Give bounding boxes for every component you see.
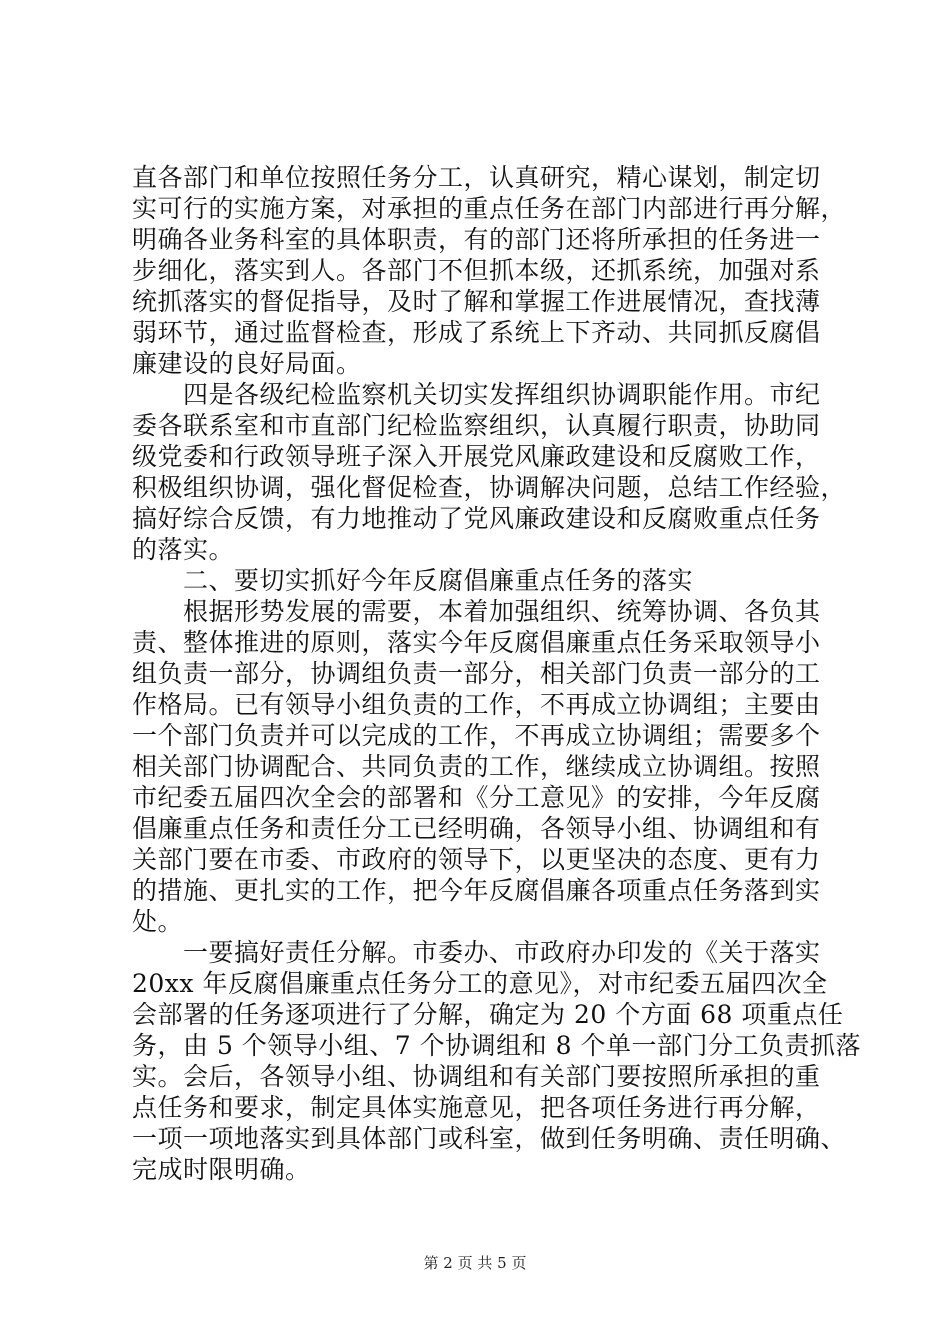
text-line: 实可行的实施方案，对承担的重点任务在部门内部进行再分解，: [132, 194, 847, 223]
text-line: 直各部门和单位按照任务分工，认真研究，精心谋划，制定切: [132, 163, 821, 192]
text-line: 统抓落实的督促指导，及时了解和掌握工作进展情况，查找薄: [132, 287, 821, 316]
text-line: 点任务和要求，制定具体实施意见，把各项任务进行再分解，: [132, 1093, 821, 1122]
text-line: 搞好综合反馈，有力地推动了党风廉政建设和反腐败重点任务: [132, 504, 821, 533]
text-line: 责、整体推进的原则，落实今年反腐倡廉重点任务采取领导小: [132, 628, 821, 657]
paragraph-start-line: 四是各级纪检监察机关切实发挥组织协调职能作用。市纪: [132, 380, 821, 409]
text-line: 组负责一部分，协调组负责一部分，相关部门负责一部分的工: [132, 659, 821, 688]
text-line: 倡廉重点任务和责任分工已经明确，各领导小组、协调组和有: [132, 814, 821, 843]
text-line: 廉建设的良好局面。: [132, 349, 362, 378]
text-line: 明确各业务科室的具体职责，有的部门还将所承担的任务进一: [132, 225, 821, 254]
text-line: 的落实。: [132, 535, 235, 564]
section-heading: 二、要切实抓好今年反腐倡廉重点任务的落实: [132, 566, 694, 595]
text-line: 务，由 5 个领导小组、7 个协调组和 8 个单一部门分工负责抓落: [132, 1031, 861, 1060]
text-line: 实。会后，各领导小组、协调组和有关部门要按照所承担的重: [132, 1062, 821, 1091]
text-line: 积极组织协调，强化督促检查，协调解决问题，总结工作经验，: [132, 473, 847, 502]
text-line: 级党委和行政领导班子深入开展党风廉政建设和反腐败工作，: [132, 442, 821, 471]
text-line: 完成时限明确。: [132, 1155, 311, 1184]
text-line: 一项一项地落实到具体部门或科室，做到任务明确、责任明确、: [132, 1124, 847, 1153]
text-line: 关部门要在市委、市政府的领导下，以更坚决的态度、更有力: [132, 845, 821, 874]
paragraph-start-line: 一要搞好责任分解。市委办、市政府办印发的《关于落实: [132, 938, 821, 967]
text-line: 20xx 年反腐倡廉重点任务分工的意见》，对市纪委五届四次全: [132, 969, 828, 998]
text-line: 处。: [132, 907, 184, 936]
text-line: 一个部门负责并可以完成的工作，不再成立协调组；需要多个: [132, 721, 821, 750]
text-line: 会部署的任务逐项进行了分解，确定为 20 个方面 68 项重点任: [132, 1000, 844, 1029]
text-line: 的措施、更扎实的工作，把今年反腐倡廉各项重点任务落到实: [132, 876, 821, 905]
text-line: 市纪委五届四次全会的部署和《分工意见》的安排，今年反腐: [132, 783, 821, 812]
text-line: 相关部门协调配合、共同负责的工作，继续成立协调组。按照: [132, 752, 821, 781]
text-line: 步细化，落实到人。各部门不但抓本级，还抓系统，加强对系: [132, 256, 821, 285]
text-line: 作格局。已有领导小组负责的工作，不再成立协调组；主要由: [132, 690, 821, 719]
document-body: [132, 162, 861, 1185]
page-number-footer: 第 2 页 共 5 页: [423, 1254, 527, 1272]
text-line: 委各联系室和市直部门纪检监察组织，认真履行职责，协助同: [132, 411, 821, 440]
text-line: 弱环节，通过监督检查，形成了系统上下齐动、共同抓反腐倡: [132, 318, 821, 347]
paragraph-start-line: 根据形势发展的需要，本着加强组织、统筹协调、各负其: [132, 597, 821, 626]
